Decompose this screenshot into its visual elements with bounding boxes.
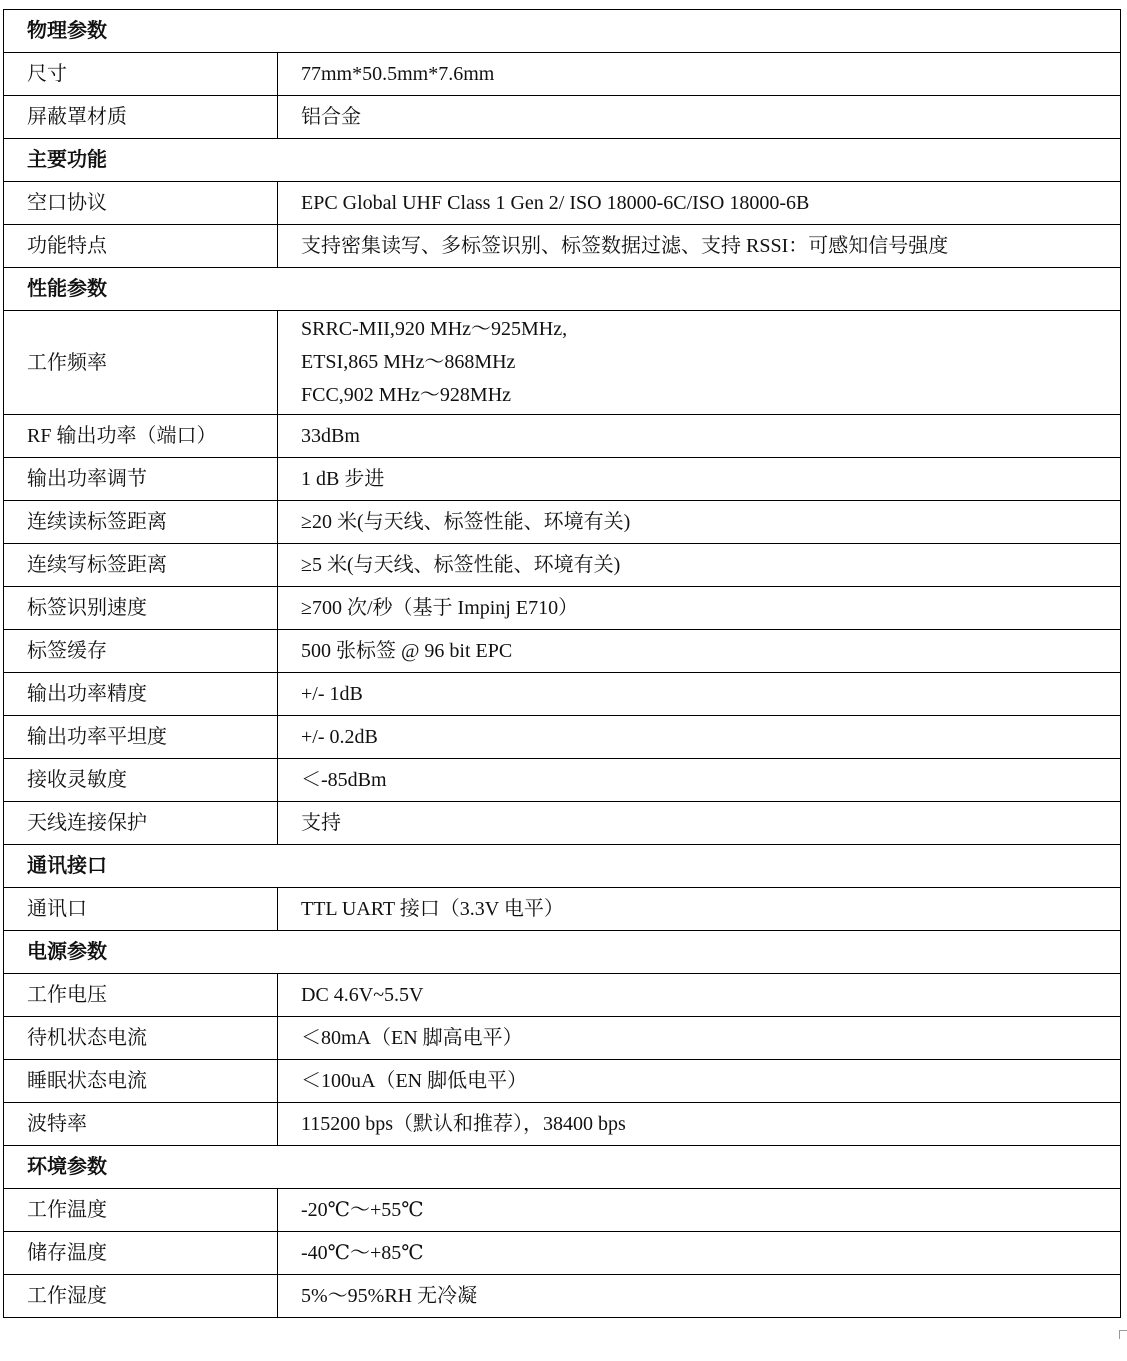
param-label: 标签缓存	[4, 630, 278, 673]
table-row	[4, 630, 1121, 673]
table-row	[4, 225, 1121, 268]
section-header-row	[4, 845, 1121, 888]
param-value: DC 4.6V~5.5V	[278, 974, 1121, 1017]
table-row	[4, 501, 1121, 544]
param-label: 输出功率调节	[4, 458, 278, 501]
param-value-line: FCC,902 MHz～928MHz	[301, 384, 512, 406]
param-value: ＜-85dBm	[278, 759, 1121, 802]
param-value: EPC Global UHF Class 1 Gen 2/ ISO 18000-6C/ISO 18000-6B	[278, 182, 1121, 225]
param-value-multiline	[278, 311, 1121, 415]
param-label: 工作频率	[4, 311, 278, 415]
section-title: 性能参数	[4, 268, 1121, 311]
table-row	[4, 1275, 1121, 1318]
section-title: 主要功能	[4, 139, 1121, 182]
param-value: TTL UART 接口（3.3V 电平）	[278, 888, 1121, 931]
param-value: ＜100uA（EN 脚低电平）	[278, 1060, 1121, 1103]
param-label: 标签识别速度	[4, 587, 278, 630]
spec-table	[3, 9, 1121, 1318]
table-row	[4, 974, 1121, 1017]
table-row	[4, 587, 1121, 630]
table-row	[4, 1060, 1121, 1103]
param-label: 波特率	[4, 1103, 278, 1146]
param-value: 33dBm	[278, 415, 1121, 458]
table-row	[4, 182, 1121, 225]
param-label: 尺寸	[4, 53, 278, 96]
table-row	[4, 53, 1121, 96]
table-row	[4, 716, 1121, 759]
param-label: 输出功率精度	[4, 673, 278, 716]
param-label: 连续读标签距离	[4, 501, 278, 544]
param-label: 屏蔽罩材质	[4, 96, 278, 139]
param-value: 铝合金	[278, 96, 1121, 139]
section-header-row	[4, 139, 1121, 182]
param-value: 支持密集读写、多标签识别、标签数据过滤、支持 RSSI：可感知信号强度	[278, 225, 1121, 268]
table-row	[4, 759, 1121, 802]
section-header-row	[4, 268, 1121, 311]
param-label: 工作电压	[4, 974, 278, 1017]
param-label: 连续写标签距离	[4, 544, 278, 587]
param-label: RF 输出功率（端口）	[4, 415, 278, 458]
param-label: 功能特点	[4, 225, 278, 268]
table-row	[4, 311, 1121, 415]
corner-mark	[1119, 1330, 1127, 1339]
section-title: 通讯接口	[4, 845, 1121, 888]
param-value: ≥20 米(与天线、标签性能、环境有关)	[278, 501, 1121, 544]
table-row	[4, 1103, 1121, 1146]
table-row	[4, 544, 1121, 587]
table-row	[4, 888, 1121, 931]
section-title: 物理参数	[4, 10, 1121, 53]
section-header-row	[4, 10, 1121, 53]
param-label: 输出功率平坦度	[4, 716, 278, 759]
param-value: 500 张标签 @ 96 bit EPC	[278, 630, 1121, 673]
param-label: 待机状态电流	[4, 1017, 278, 1060]
param-label: 工作温度	[4, 1189, 278, 1232]
table-row	[4, 458, 1121, 501]
param-label: 空口协议	[4, 182, 278, 225]
param-label: 通讯口	[4, 888, 278, 931]
param-value: 5%～95%RH 无冷凝	[278, 1275, 1121, 1318]
section-title: 环境参数	[4, 1146, 1121, 1189]
param-value: ≥700 次/秒（基于 Impinj E710）	[278, 587, 1121, 630]
param-value-line: SRRC-MII,920 MHz～925MHz,	[301, 318, 568, 340]
param-value: 77mm*50.5mm*7.6mm	[278, 53, 1121, 96]
param-value: ≥5 米(与天线、标签性能、环境有关)	[278, 544, 1121, 587]
table-row	[4, 1017, 1121, 1060]
param-value-line: ETSI,865 MHz～868MHz	[301, 351, 516, 373]
table-row	[4, 1189, 1121, 1232]
param-value: 1 dB 步进	[278, 458, 1121, 501]
table-row	[4, 1232, 1121, 1275]
section-header-row	[4, 1146, 1121, 1189]
param-value: -40℃～+85℃	[278, 1232, 1121, 1275]
param-label: 睡眠状态电流	[4, 1060, 278, 1103]
param-value: 115200 bps（默认和推荐），38400 bps	[278, 1103, 1121, 1146]
param-value: -20℃～+55℃	[278, 1189, 1121, 1232]
param-label: 接收灵敏度	[4, 759, 278, 802]
param-label: 工作湿度	[4, 1275, 278, 1318]
table-row	[4, 673, 1121, 716]
param-label: 储存温度	[4, 1232, 278, 1275]
spec-table-body	[4, 10, 1121, 1318]
param-value: 支持	[278, 802, 1121, 845]
param-value: +/- 1dB	[278, 673, 1121, 716]
table-row	[4, 415, 1121, 458]
section-header-row	[4, 931, 1121, 974]
param-value: +/- 0.2dB	[278, 716, 1121, 759]
table-row	[4, 96, 1121, 139]
table-row	[4, 802, 1121, 845]
param-label: 天线连接保护	[4, 802, 278, 845]
param-value: ＜80mA（EN 脚高电平）	[278, 1017, 1121, 1060]
section-title: 电源参数	[4, 931, 1121, 974]
